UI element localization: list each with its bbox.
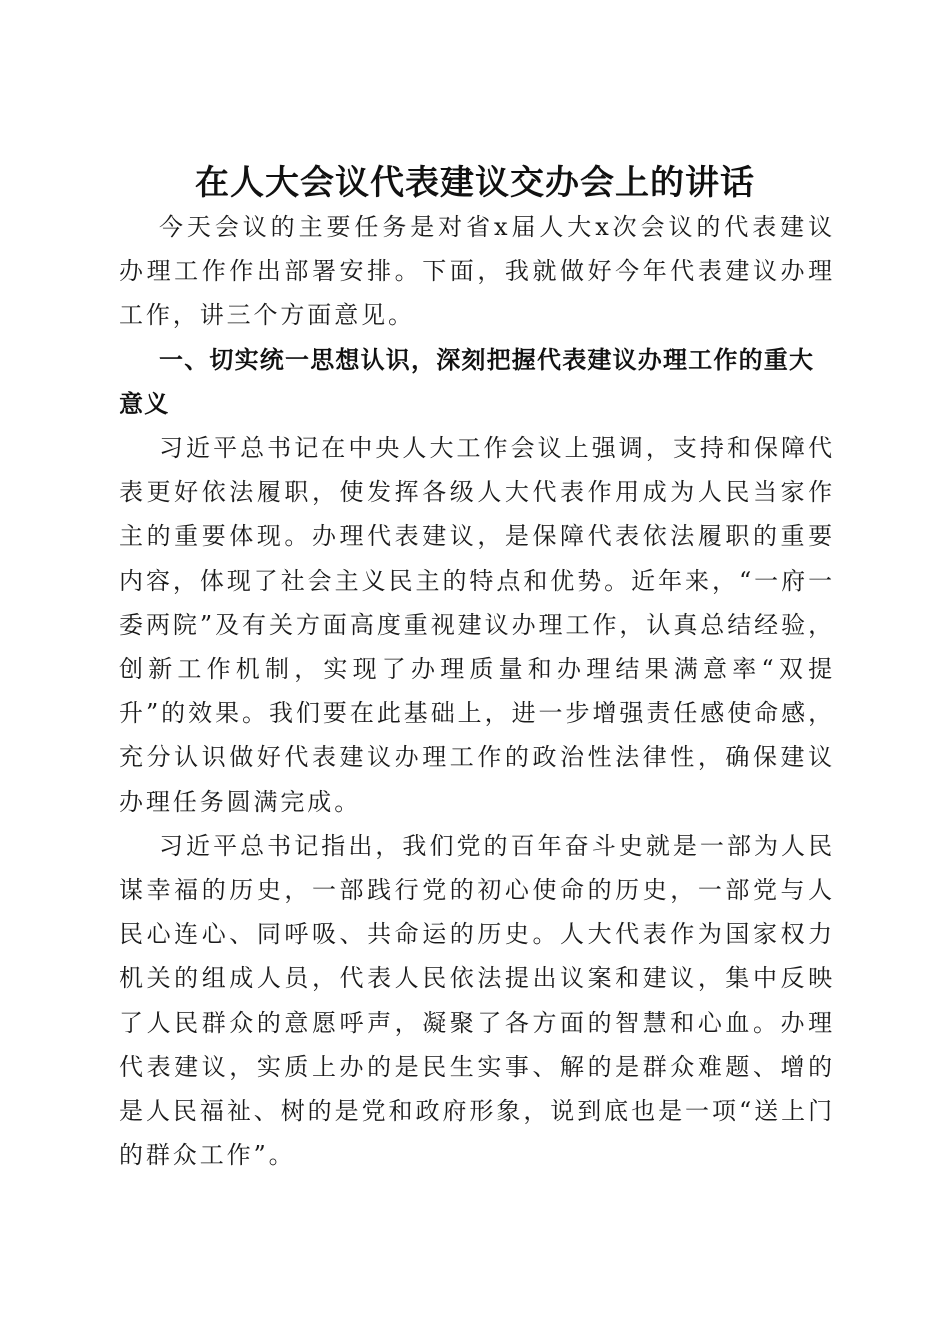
document-body bbox=[119, 205, 835, 1177]
document-title: 在人大会议代表建议交办会上的讲话 bbox=[195, 162, 755, 203]
intro-paragraph: 今天会议的主要任务是对省x届人大x次会议的代表建议办理工作作出部署安排。下面，我就做好今年代表建议办理工作，讲三个方面意见。 bbox=[119, 213, 835, 330]
section-heading-1: 一、切实统一思想认识，深刻把握代表建议办理工作的重大意义 bbox=[119, 345, 815, 418]
body-paragraph-2: 习近平总书记指出，我们党的百年奋斗史就是一部为人民谋幸福的历史，一部践行党的初心使命的历史，一部党与人民心连心、同呼吸、共命运的历史。人大代表作为国家权力机关的组成人员，代表人民依法提出议案和建议，集中反映了人民群众的意愿呼声，凝聚了各方面的智慧和心血。办理代表建议，实质上办的是民生实事、解的是群众难题、增的是人民福祉、树的是党和政府形象，说到底也是一项“送上门的群众工作”。 bbox=[119, 831, 835, 1170]
body-paragraph-1: 习近平总书记在中央人大工作会议上强调，支持和保障代表更好依法履职，使发挥各级人大代表作用成为人民当家作主的重要体现。办理代表建议，是保障代表依法履职的重要内容，体现了社会主义民主的特点和优势。近年来，“一府一委两院”及有关方面高度重视建议办理工作，认真总结经验，创新工作机制，实现了办理质量和办理结果满意率“双提升”的效果。我们要在此基础上，进一步增强责任感使命感，充分认识做好代表建议办理工作的政治性法律性，确保建议办理任务圆满完成。 bbox=[119, 434, 835, 816]
